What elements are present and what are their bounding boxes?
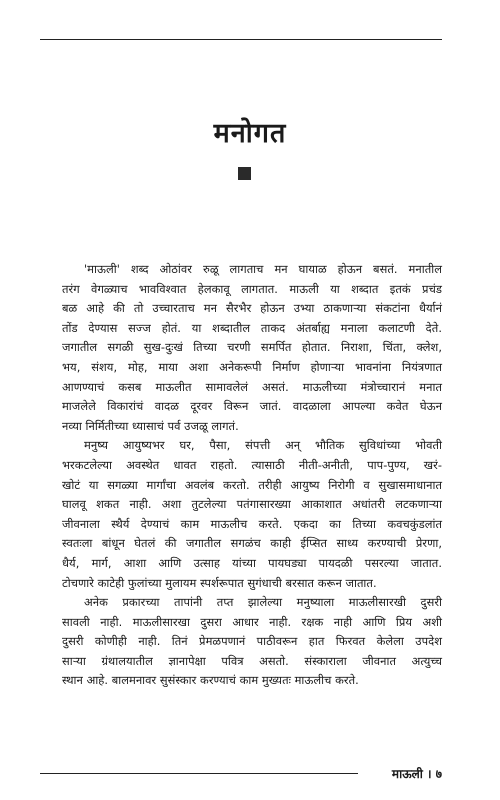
text-line: टोचणारे काटेही फुलांच्या मुलायम स्पर्शरूपात सुगंधाची बरसात करून जातात. [62,575,377,590]
text-line: मनुष्य आयुष्यभर घर, पैसा, संपत्ती अन् भौतिक सुविधांच्या भोवती [84,438,442,453]
text-line: धैर्य, मार्ग, आशा आणि उत्साह यांच्या पायघड्या पायदळी पसरल्या जातात. [62,555,442,570]
text-line: बळ आहे की तो उच्चारताच मन सैरभैर होऊन उभ्या ठाकणाऱ्या संकटांना धैर्यानं [62,301,442,316]
text-line: जीवनाला स्थैर्य देण्याचं काम माऊलीच करते. एकदा का तिच्या कवचकुंडलांत [62,516,442,531]
paragraph-2 [62,436,442,593]
text-line: माजलेले विकारांचं वादळ दूरवर विरून जातं. वादळाला आपल्या कवेत घेऊन [62,399,442,414]
paragraph-1 [62,260,442,436]
text-line: सावली नाही. माऊलीसारखा दुसरा आधार नाही. रक्षक नाही आणि प्रिय अशी [62,614,442,629]
text-line: स्वतःला बांधून घेतलं की जगातील सगळंच काही ईप्सित साध्य करण्याची प्रेरणा, [62,536,442,551]
text-line: खोटं या सगळ्या मार्गांचा अवलंब करतो. तरीही आयुष्य निरोगी व सुखासमाधानात [62,477,442,492]
page-title: मनोगत [213,118,287,149]
text-line: नव्या निर्मितीच्या ध्यासाचं पर्व उजळू लागतं. [62,418,239,433]
text-line: आणण्याचं कसब माऊलीत सामावलेलं असतं. माऊलीच्या मंत्रोच्चारानं मनात [62,379,442,394]
text-line: भरकटलेल्या अवस्थेत धावत राहतो. त्यासाठी नीती-अनीती, पाप-पुण्य, खरं- [62,457,442,472]
ornament-square-icon [238,167,251,180]
top-rule [40,39,442,40]
text-line: अनेक प्रकारच्या तापांनी तप्त झालेल्या मनुष्याला माऊलीसारखी दुसरी [84,595,442,610]
text-line: 'माऊली' शब्द ओठांवर रुळू लागताच मन घायाळ होऊन बसतं. मनातील [84,262,442,276]
paragraph-3 [62,593,442,691]
page-footer: माऊली । ७ [391,767,442,781]
text-line: भय, संशय, मोह, माया अशा अनेकरूपी निर्माण होणाऱ्या भावनांना नियंत्रणात [62,359,442,374]
body-text [62,260,442,691]
text-line: घालवू शकत नाही. अशा तुटलेल्या पतंगासारख्या आकाशात अधांतरी लटकणाऱ्या [62,497,442,512]
text-line: जगातील सगळी सुख-दुःखं तिच्या चरणी समर्पित होतात. निराशा, चिंता, क्लेश, [62,340,442,355]
text-line: दुसरी कोणीही नाही. तिनं प्रेमळपणानं पाठीवरून हात फिरवत केलेला उपदेश [62,634,442,649]
text-line: स्थान आहे. बालमनावर सुसंस्कार करण्याचं काम मुख्यतः माऊलीच करते. [62,673,359,688]
text-line: तोंड देण्यास सज्ज होतं. या शब्दातील ताकद अंतर्बाह्य मनाला कलाटणी देते. [62,320,442,335]
text-line: साऱ्या ग्रंथालयातील ज्ञानापेक्षा पवित्र असतो. संस्काराला जीवनात अत्युच्च [62,653,442,668]
text-line: तरंग वेगळ्याच भावविश्वात हेलकावू लागतात. माऊली या शब्दात इतकं प्रचंड [62,281,442,296]
